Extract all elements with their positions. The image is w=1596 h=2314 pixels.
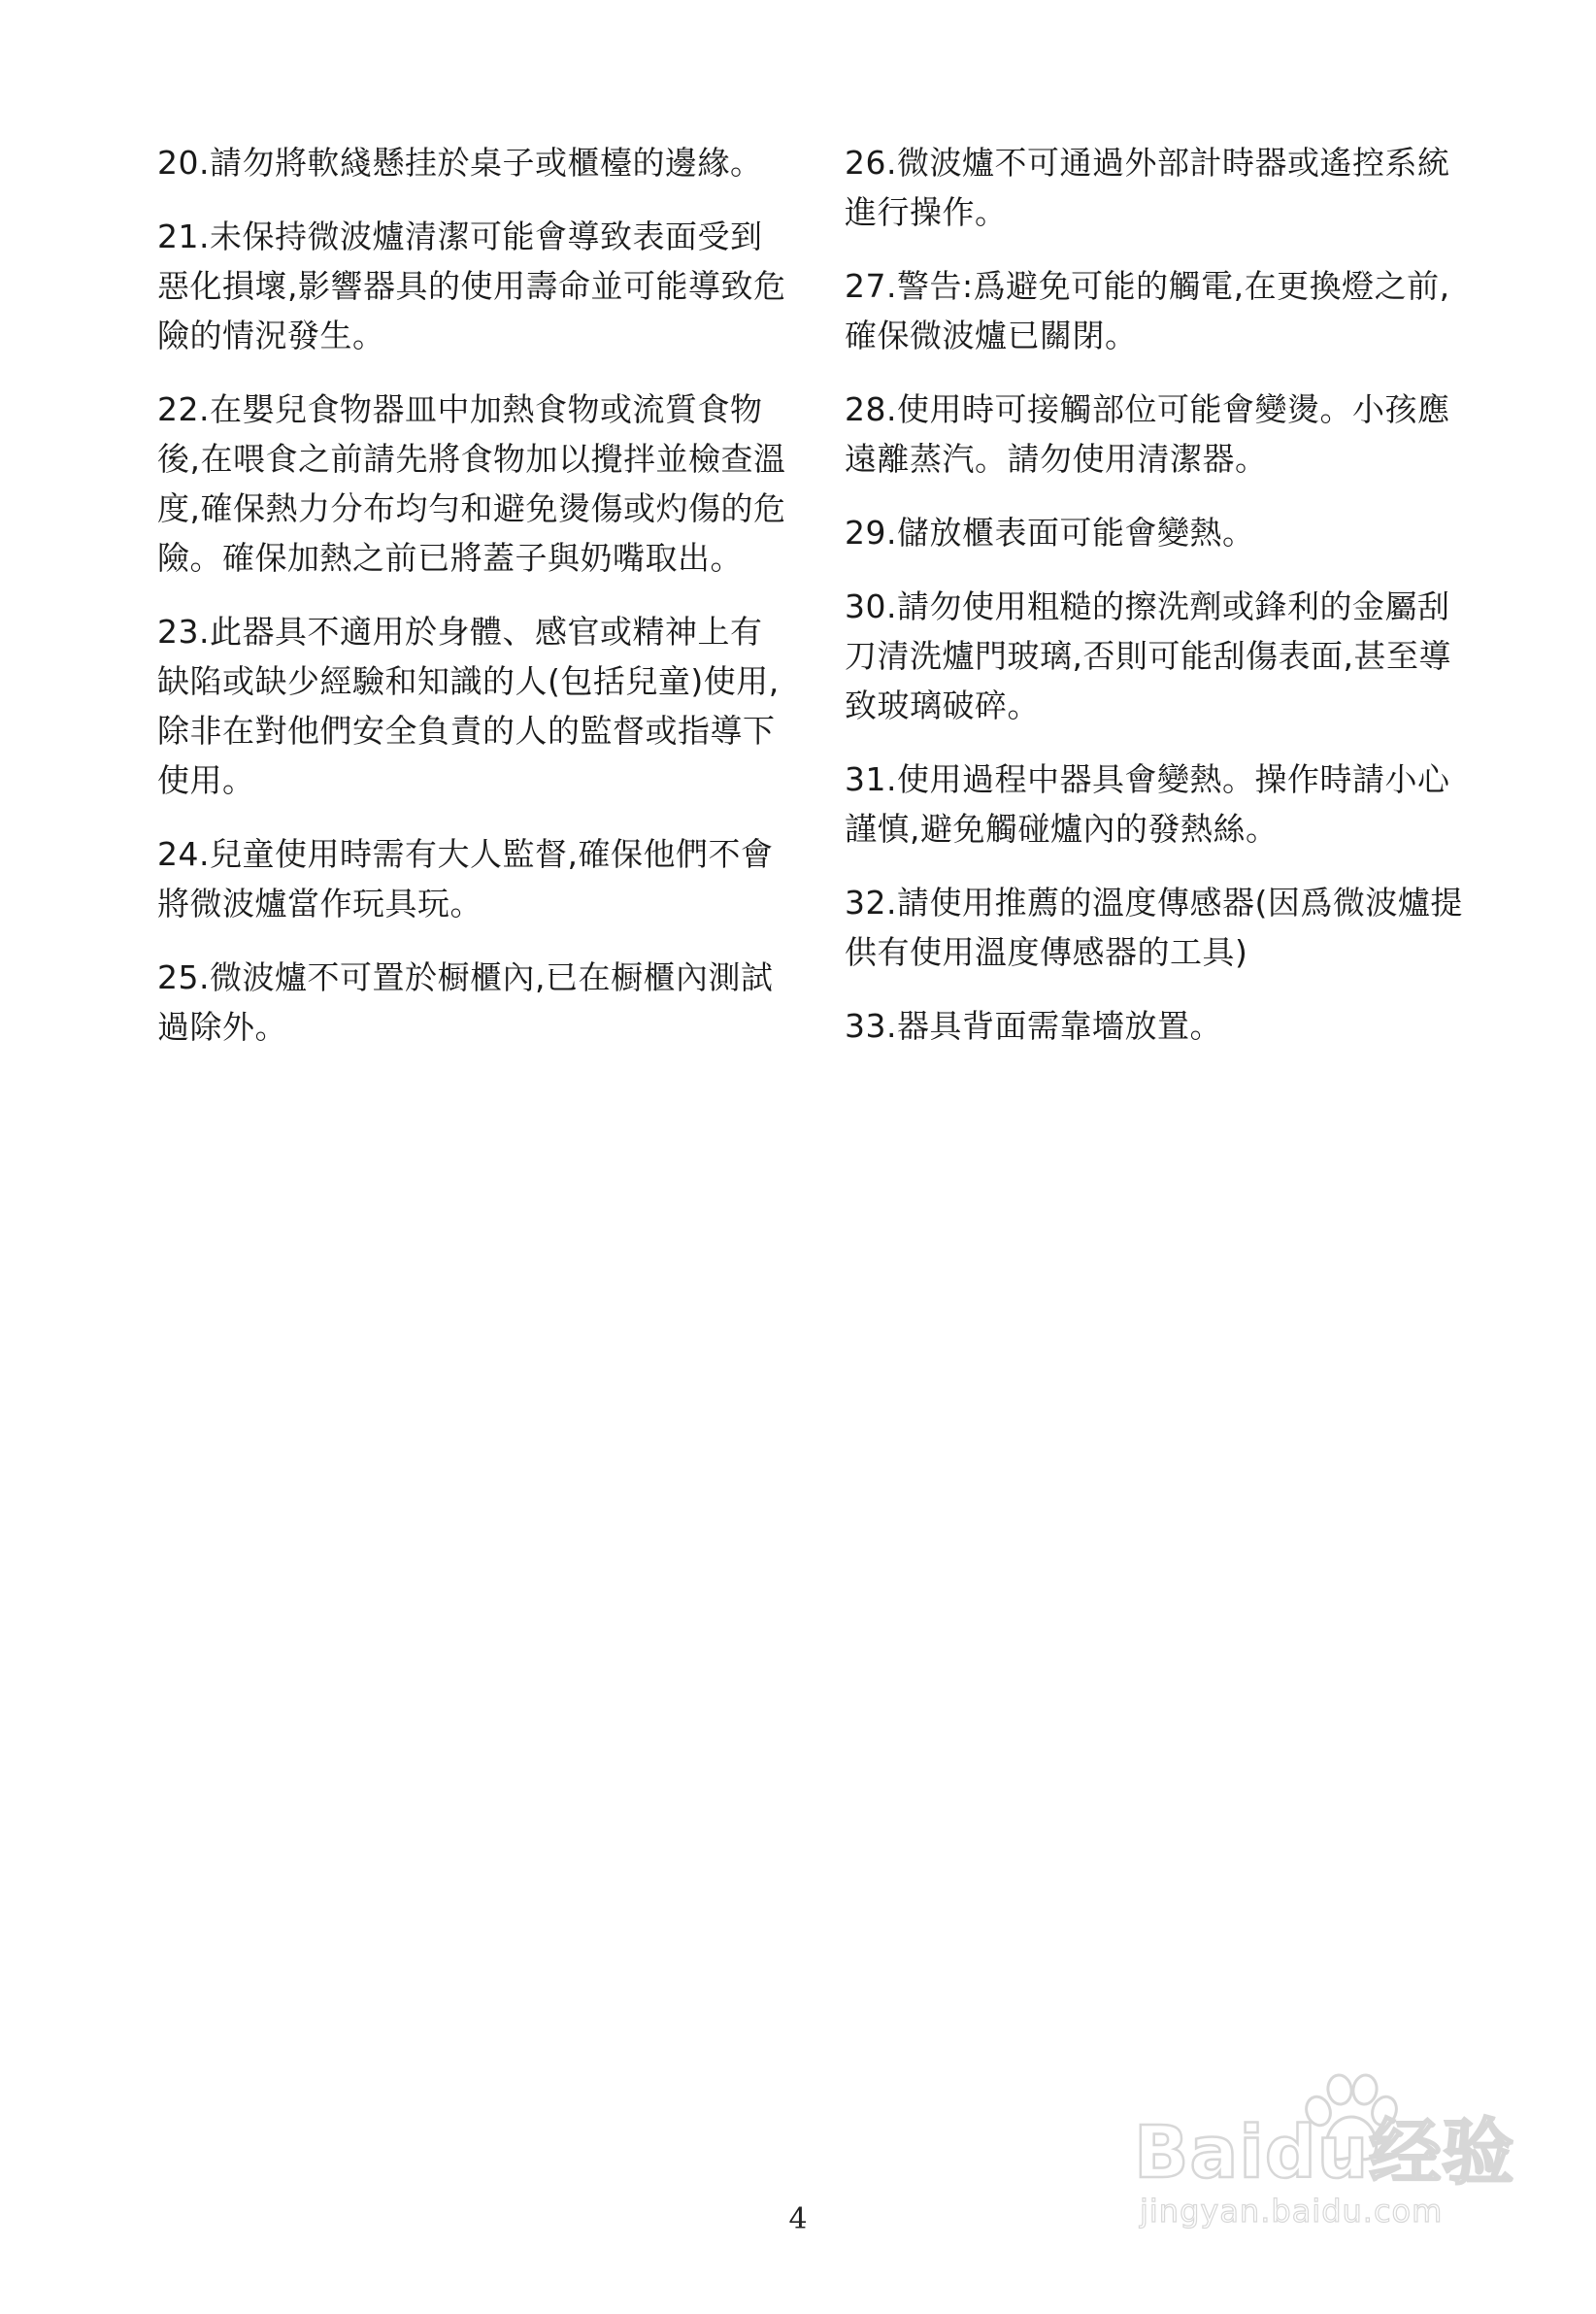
safety-item-30: 30.請勿使用粗糙的擦洗劑或鋒利的金屬刮刀清洗爐門玻璃,否則可能刮傷表面,甚至導致玻璃破碎。	[845, 587, 1451, 724]
right-column	[845, 138, 1476, 1075]
safety-item-23: 23.此器具不適用於身體、感官或精神上有缺陷或缺少經驗和知識的人(包括兒童)使用,除非在對他們安全負責的人的監督或指導下使用。	[157, 613, 780, 799]
safety-item-26: 26.微波爐不可通過外部計時器或遙控系統進行操作。	[845, 144, 1450, 231]
watermark-url: jingyan.baidu.com	[1140, 2193, 1444, 2230]
page-number: 4	[788, 2202, 808, 2236]
left-column	[157, 138, 788, 1076]
safety-item-25: 25.微波爐不可置於橱櫃內,已在橱櫃內測試過除外。	[157, 958, 774, 1046]
safety-item-32: 32.請使用推薦的溫度傳感器(因爲微波爐提供有使用溫度傳感器的工具)	[845, 884, 1463, 971]
safety-item-31: 31.使用過程中器具會變熱。操作時請小心謹慎,避免觸碰爐內的發熱絲。	[845, 760, 1450, 848]
safety-item-20: 20.請勿將軟綫懸挂於桌子或櫃檯的邊緣。	[157, 144, 763, 182]
safety-item-24: 24.兒童使用時需有大人監督,確保他們不會將微波爐當作玩具玩。	[157, 835, 774, 922]
safety-item-27: 27.警告:爲避免可能的觸電,在更換燈之前,確保微波爐已關閉。	[845, 267, 1450, 354]
safety-item-33: 33.器具背面需靠墻放置。	[845, 1007, 1222, 1045]
safety-item-22: 22.在嬰兒食物器皿中加熱食物或流質食物後,在喂食之前請先將食物加以攪拌並檢查溫度,確保熱力分布均勻和避免燙傷或灼傷的危險。確保加熱之前已將蓋子與奶嘴取出。	[157, 390, 786, 577]
safety-item-28: 28.使用時可接觸部位可能會變燙。小孩應遠離蒸汽。請勿使用清潔器。	[845, 390, 1450, 478]
safety-item-29: 29.儲放櫃表面可能會變熱。	[845, 514, 1255, 552]
watermark-brand: Baidu经验	[1134, 2111, 1515, 2195]
safety-item-21: 21.未保持微波爐清潔可能會導致表面受到惡化損壞,影響器具的使用壽命並可能導致危險的情況發生。	[157, 218, 786, 354]
